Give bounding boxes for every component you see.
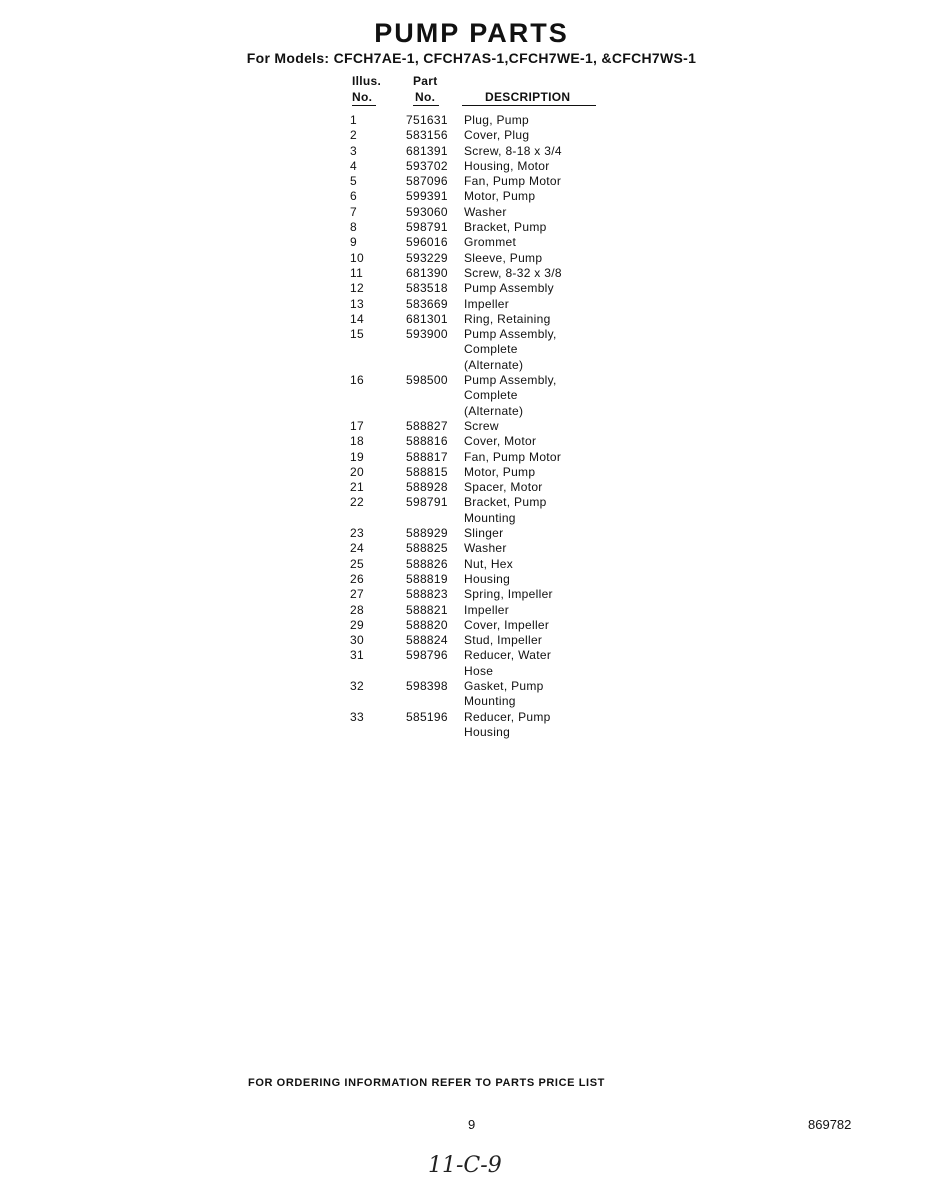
illus-header-line2: No. <box>352 90 373 104</box>
description-line: Gasket, Pump <box>464 678 544 693</box>
illus-number: 17 <box>350 418 364 433</box>
part-number: 585196 <box>406 709 448 724</box>
illus-number: 20 <box>350 464 364 479</box>
part-description <box>464 220 608 235</box>
part-number: 598500 <box>406 373 448 388</box>
description-line: Slinger <box>464 526 504 541</box>
illus-number: 8 <box>350 220 357 235</box>
table-row <box>348 480 608 495</box>
table-row <box>348 327 608 373</box>
table-body <box>348 113 608 740</box>
description-line: Pump Assembly, <box>464 327 557 342</box>
part-number: 588827 <box>406 418 448 433</box>
part-number: 583156 <box>406 128 448 143</box>
illus-number: 24 <box>350 541 364 556</box>
description-line: Complete <box>464 388 518 403</box>
part-description <box>464 144 608 159</box>
part-description <box>464 205 608 220</box>
illus-number: 5 <box>350 174 357 189</box>
table-row <box>348 297 608 312</box>
illus-number: 3 <box>350 143 357 158</box>
part-number: 588817 <box>406 449 448 464</box>
part-number: 588928 <box>406 480 448 495</box>
part-description <box>464 450 608 465</box>
description-line: Fan, Pump Motor <box>464 449 562 464</box>
part-description <box>464 266 608 281</box>
part-number: 593060 <box>406 204 448 219</box>
illus-number: 6 <box>350 189 357 204</box>
header-underline <box>352 105 376 106</box>
description-line: Reducer, Pump <box>464 709 551 724</box>
description-line: Impeller <box>464 296 510 311</box>
illus-number: 2 <box>350 128 357 143</box>
description-line: Bracket, Pump <box>464 495 547 510</box>
part-number: 588825 <box>406 541 448 556</box>
page-title: PUMP PARTS <box>374 18 569 48</box>
illus-number: 26 <box>350 571 364 586</box>
table-row <box>348 572 608 587</box>
part-number: 588824 <box>406 633 448 648</box>
part-number: 598796 <box>406 648 448 663</box>
header-underline <box>462 105 596 106</box>
illus-number: 9 <box>350 235 357 250</box>
part-number: 583669 <box>406 296 448 311</box>
description-line: Motor, Pump <box>464 464 536 479</box>
table-row <box>348 710 608 741</box>
description-header: DESCRIPTION <box>485 90 571 104</box>
table-row <box>348 373 608 419</box>
description-line: (Alternate) <box>464 403 524 418</box>
description-line: Spacer, Motor <box>464 480 543 495</box>
part-number: 681391 <box>406 143 448 158</box>
illus-number: 13 <box>350 296 364 311</box>
illus-number: 33 <box>350 709 364 724</box>
part-description <box>464 113 608 128</box>
illus-number: 16 <box>350 373 364 388</box>
part-description <box>464 679 608 710</box>
illus-number: 31 <box>350 648 364 663</box>
table-row <box>348 648 608 679</box>
description-line: Cover, Plug <box>464 128 530 143</box>
ordering-note: FOR ORDERING INFORMATION REFER TO PARTS PRICE LIST <box>248 1077 605 1089</box>
table-row <box>348 312 608 327</box>
part-description <box>464 648 608 679</box>
part-description <box>464 465 608 480</box>
description-line: Stud, Impeller <box>464 633 543 648</box>
models-subtitle: For Models: CFCH7AE-1, CFCH7AS-1,CFCH7WE-1, &CFCH7WS-1 <box>246 50 697 66</box>
part-description <box>464 434 608 449</box>
handwritten-note: 11-C-9 <box>428 1153 502 1178</box>
part-description <box>464 572 608 587</box>
description-line: Housing, Motor <box>464 158 550 173</box>
header-underline <box>413 105 439 106</box>
part-description <box>464 710 608 741</box>
table-row <box>348 557 608 572</box>
illus-number: 11 <box>350 265 364 280</box>
illus-number: 12 <box>350 281 364 296</box>
part-description <box>464 312 608 327</box>
part-number: 588821 <box>406 602 448 617</box>
illus-number: 21 <box>350 480 364 495</box>
description-line: Pump Assembly <box>464 281 554 296</box>
description-line: Housing <box>464 571 511 586</box>
description-line: Sleeve, Pump <box>464 250 543 265</box>
table-row <box>348 205 608 220</box>
table-row <box>348 679 608 710</box>
part-description <box>464 235 608 250</box>
description-line: Fan, Pump Motor <box>464 174 562 189</box>
table-row <box>348 618 608 633</box>
illus-number: 22 <box>350 495 364 510</box>
document-number: 869782 <box>808 1117 852 1132</box>
table-row <box>348 587 608 602</box>
illus-number: 19 <box>350 449 364 464</box>
table-row <box>348 266 608 281</box>
part-number: 583518 <box>406 281 448 296</box>
part-description <box>464 174 608 189</box>
description-line: Cover, Motor <box>464 434 537 449</box>
part-description <box>464 480 608 495</box>
part-description <box>464 633 608 648</box>
part-description <box>464 603 608 618</box>
parts-table <box>348 74 608 740</box>
description-line: Washer <box>464 541 507 556</box>
illus-number: 25 <box>350 556 364 571</box>
part-description <box>464 495 608 526</box>
part-number: 588820 <box>406 617 448 632</box>
part-number: 593229 <box>406 250 448 265</box>
part-number: 588816 <box>406 434 448 449</box>
illus-number: 32 <box>350 678 364 693</box>
part-number: 598791 <box>406 495 448 510</box>
table-row <box>348 526 608 541</box>
description-line: Complete <box>464 342 518 357</box>
part-description <box>464 618 608 633</box>
part-number: 588823 <box>406 587 448 602</box>
part-description <box>464 281 608 296</box>
part-number: 588826 <box>406 556 448 571</box>
part-description <box>464 557 608 572</box>
table-row <box>348 419 608 434</box>
description-line: Grommet <box>464 235 517 250</box>
part-number: 751631 <box>406 113 448 127</box>
illus-header-line1: Illus. <box>352 74 382 88</box>
illus-number: 14 <box>350 311 364 326</box>
part-description <box>464 373 608 419</box>
description-line: Cover, Impeller <box>464 617 550 632</box>
description-line: Motor, Pump <box>464 189 536 204</box>
table-row <box>348 541 608 556</box>
part-description <box>464 297 608 312</box>
table-row <box>348 281 608 296</box>
description-line: Washer <box>464 204 507 219</box>
part-number: 599391 <box>406 189 448 204</box>
description-line: Spring, Impeller <box>464 587 553 602</box>
description-line: Ring, Retaining <box>464 311 551 326</box>
description-line: Mounting <box>464 694 516 709</box>
table-row <box>348 144 608 159</box>
description-line: Impeller <box>464 602 510 617</box>
part-description <box>464 541 608 556</box>
table-row <box>348 128 608 143</box>
table-row <box>348 434 608 449</box>
table-row <box>348 495 608 526</box>
part-number: 587096 <box>406 174 448 189</box>
part-number: 681301 <box>406 311 448 326</box>
part-header-line1: Part <box>413 74 438 88</box>
table-row <box>348 113 608 128</box>
part-description <box>464 419 608 434</box>
illus-number: 18 <box>350 434 364 449</box>
illus-number: 27 <box>350 587 364 602</box>
table-header <box>348 74 608 106</box>
part-description <box>464 526 608 541</box>
part-description <box>464 327 608 373</box>
table-row <box>348 603 608 618</box>
table-row <box>348 251 608 266</box>
illus-number: 15 <box>350 327 364 342</box>
illus-number: 29 <box>350 617 364 632</box>
part-description <box>464 587 608 602</box>
description-line: Screw <box>464 418 499 433</box>
table-row <box>348 465 608 480</box>
page-number: 9 <box>468 1117 476 1132</box>
description-line: Nut, Hex <box>464 556 514 571</box>
part-number: 681390 <box>406 265 448 280</box>
part-description <box>464 159 608 174</box>
description-line: Mounting <box>464 510 516 525</box>
description-line: Bracket, Pump <box>464 220 547 235</box>
table-row <box>348 235 608 250</box>
description-line: Screw, 8-32 x 3/8 <box>464 265 562 280</box>
illus-number: 10 <box>350 250 364 265</box>
part-number: 598791 <box>406 220 448 235</box>
table-row <box>348 450 608 465</box>
part-number: 593702 <box>406 158 448 173</box>
table-row <box>348 633 608 648</box>
part-description <box>464 189 608 204</box>
table-row <box>348 174 608 189</box>
part-description <box>464 251 608 266</box>
description-line: Pump Assembly, <box>464 373 557 388</box>
illus-number: 23 <box>350 526 364 541</box>
part-header-line2: No. <box>415 90 436 104</box>
part-number: 598398 <box>406 678 448 693</box>
illus-number: 28 <box>350 602 364 617</box>
description-line: Reducer, Water <box>464 648 552 663</box>
part-description <box>464 128 608 143</box>
part-number: 588819 <box>406 571 448 586</box>
part-number: 593900 <box>406 327 448 342</box>
illus-number: 1 <box>350 113 357 127</box>
illus-number: 7 <box>350 204 357 219</box>
table-row <box>348 220 608 235</box>
illus-number: 4 <box>350 158 357 173</box>
description-line: Hose <box>464 663 494 678</box>
table-row <box>348 189 608 204</box>
part-number: 588929 <box>406 526 448 541</box>
description-line: Housing <box>464 724 511 739</box>
description-line: Screw, 8-18 x 3/4 <box>464 143 562 158</box>
illus-number: 30 <box>350 633 364 648</box>
part-number: 588815 <box>406 464 448 479</box>
description-line: (Alternate) <box>464 357 524 372</box>
part-number: 596016 <box>406 235 448 250</box>
table-row <box>348 159 608 174</box>
description-line: Plug, Pump <box>464 113 530 127</box>
